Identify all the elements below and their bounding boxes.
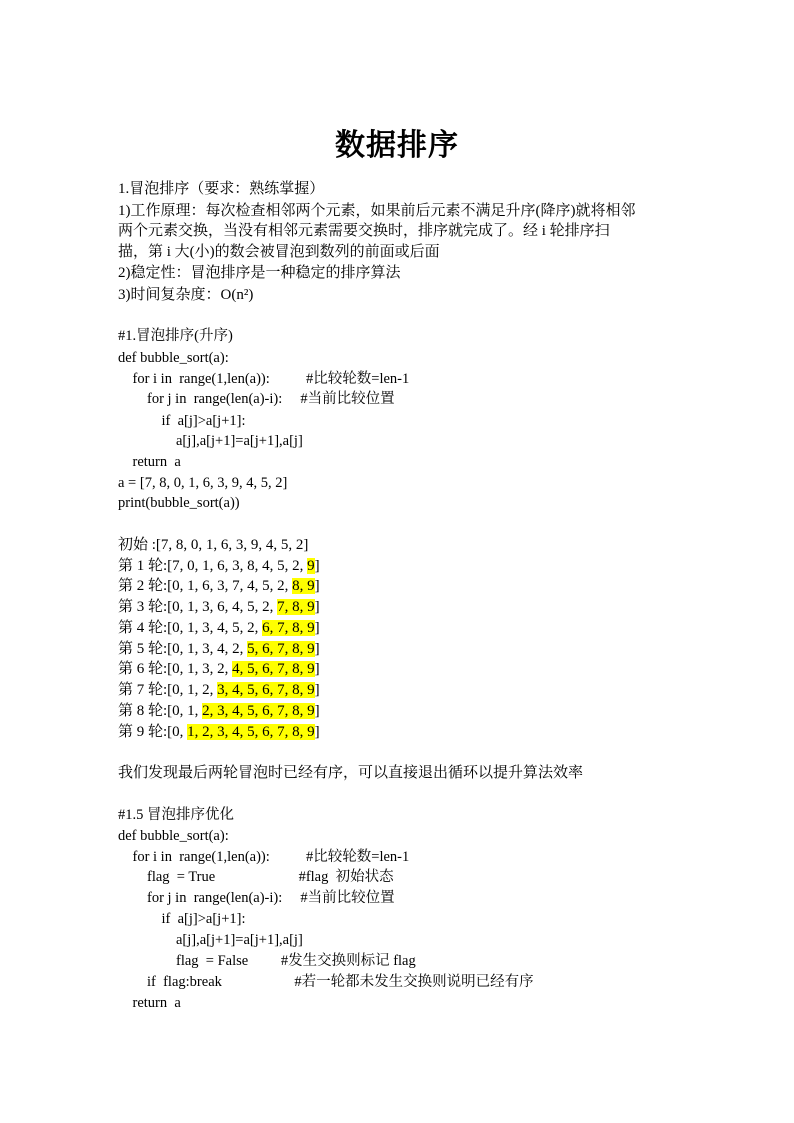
sorted-highlight: 6, 7, 8, 9 (262, 620, 315, 636)
sorted-highlight: 5, 6, 7, 8, 9 (247, 641, 315, 657)
code-line: a[j],a[j+1]=a[j+1],a[j] (118, 433, 303, 449)
paragraph-line: 2)稳定性：冒泡排序是一种稳定的排序算法 (118, 265, 401, 281)
sorted-highlight: 4, 5, 6, 7, 8, 9 (232, 661, 315, 677)
paragraph-line: 1)工作原理：每次检查相邻两个元素，如果前后元素不满足升序(降序)就将相邻 (118, 203, 636, 219)
code-line: if flag:break #若一轮都未发生交换则说明已经有序 (118, 974, 534, 990)
code-line: #1.冒泡排序(升序) (118, 328, 233, 344)
code-line: return a (118, 995, 181, 1011)
sorted-highlight: 2, 3, 4, 5, 6, 7, 8, 9 (202, 703, 315, 719)
code-line: def bubble_sort(a): (118, 350, 229, 366)
sorted-highlight: 3, 4, 5, 6, 7, 8, 9 (217, 682, 315, 698)
sorted-highlight: 9 (307, 558, 315, 574)
trace-row: 第 4 轮:[0, 1, 3, 4, 5, 2, 6, 7, 8, 9] (118, 620, 320, 636)
code-line: if a[j]>a[j+1]: (118, 911, 246, 927)
paragraph-line: 两个元素交换，当没有相邻元素需要交换时，排序就完成了。经 i 轮排序扫 (118, 223, 610, 239)
code-line: for j in range(len(a)-i): #当前比较位置 (118, 890, 395, 906)
observation-text: 我们发现最后两轮冒泡时已经有序，可以直接退出循环以提升算法效率 (118, 765, 584, 781)
trace-row: 第 7 轮:[0, 1, 2, 3, 4, 5, 6, 7, 8, 9] (118, 682, 320, 698)
trace-row: 第 3 轮:[0, 1, 3, 6, 4, 5, 2, 7, 8, 9] (118, 599, 320, 615)
sorted-highlight: 8, 9 (292, 578, 315, 594)
trace-row: 第 6 轮:[0, 1, 3, 2, 4, 5, 6, 7, 8, 9] (118, 661, 320, 677)
code-line: return a (118, 454, 181, 470)
page-title: 数据排序 (335, 129, 459, 162)
trace-row: 第 1 轮:[7, 0, 1, 6, 3, 8, 4, 5, 2, 9] (118, 558, 320, 574)
trace-row: 第 8 轮:[0, 1, 2, 3, 4, 5, 6, 7, 8, 9] (118, 703, 320, 719)
paragraph-line: 描，第 i 大(小)的数会被冒泡到数列的前面或后面 (118, 244, 440, 260)
code-line: print(bubble_sort(a)) (118, 495, 240, 511)
code-line: if a[j]>a[j+1]: (118, 413, 246, 429)
sorted-highlight: 1, 2, 3, 4, 5, 6, 7, 8, 9 (187, 724, 315, 740)
trace-row: 第 5 轮:[0, 1, 3, 4, 2, 5, 6, 7, 8, 9] (118, 641, 320, 657)
code-line: for i in range(1,len(a)): #比较轮数=len-1 (118, 371, 410, 387)
code-line: for i in range(1,len(a)): #比较轮数=len-1 (118, 849, 410, 865)
code-line: def bubble_sort(a): (118, 828, 229, 844)
paragraph-line: 3)时间复杂度：O(n²) (118, 287, 254, 303)
code-line: flag = True #flag 初始状态 (118, 869, 394, 885)
sorted-highlight: 7, 8, 9 (277, 599, 315, 615)
section-heading: 1.冒泡排序（要求：熟练掌握） (118, 181, 325, 197)
code-line: a = [7, 8, 0, 1, 6, 3, 9, 4, 5, 2] (118, 475, 288, 491)
code-line: flag = False #发生交换则标记 flag (118, 953, 416, 969)
trace-row: 第 2 轮:[0, 1, 6, 3, 7, 4, 5, 2, 8, 9] (118, 578, 320, 594)
code-line: #1.5 冒泡排序优化 (118, 807, 234, 823)
code-line: a[j],a[j+1]=a[j+1],a[j] (118, 932, 303, 948)
trace-row: 初始 :[7, 8, 0, 1, 6, 3, 9, 4, 5, 2] (118, 537, 309, 553)
code-line: for j in range(len(a)-i): #当前比较位置 (118, 391, 395, 407)
trace-row: 第 9 轮:[0, 1, 2, 3, 4, 5, 6, 7, 8, 9] (118, 724, 320, 740)
